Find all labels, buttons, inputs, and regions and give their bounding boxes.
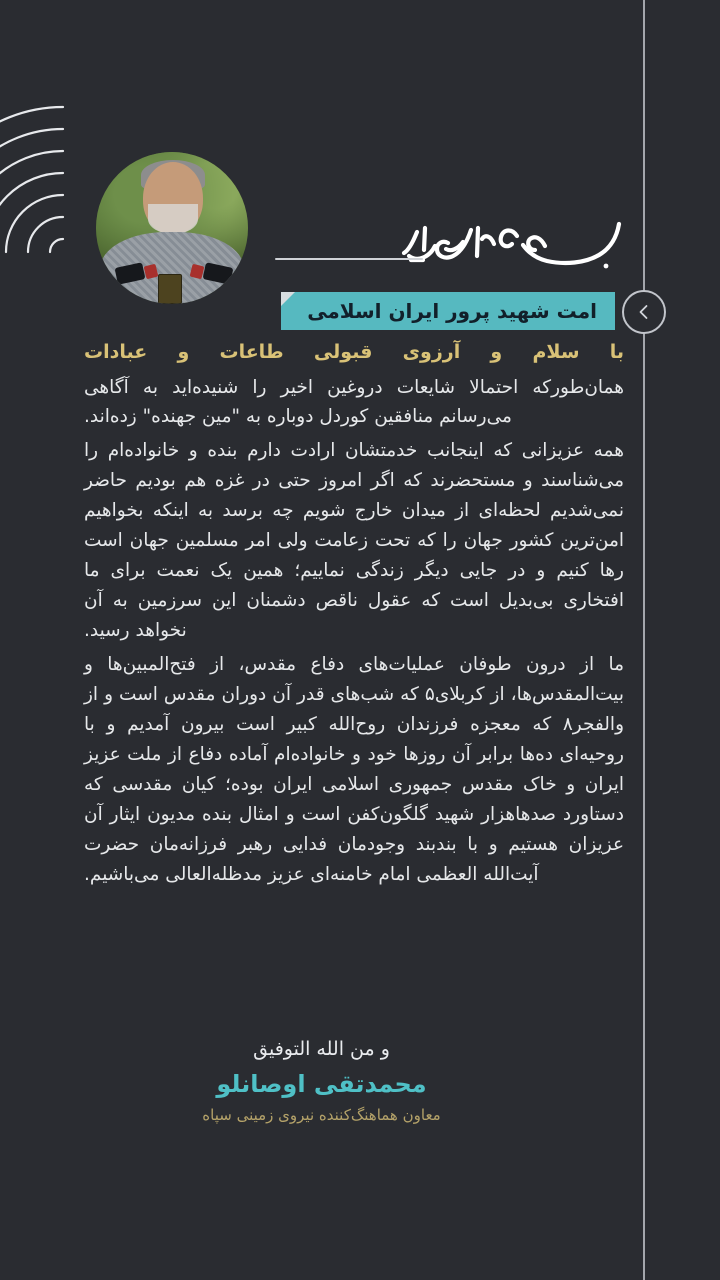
signature-block <box>0 1038 643 1124</box>
portrait-beard <box>148 204 198 234</box>
chevron-left-button[interactable] <box>622 290 666 334</box>
portrait-avatar <box>96 152 248 304</box>
signature-role: معاون هماهنگ‌کننده نیروی زمینی سپاه <box>202 1106 441 1124</box>
ribbon-fold-corner <box>281 292 295 306</box>
audience-ribbon <box>281 292 615 330</box>
signature-name: محمدتقی اوصانلو <box>216 1070 427 1098</box>
greeting-line: با سلام و آرزوی قبولی طاعات و عبادات <box>84 341 624 363</box>
paragraph-2: همه عزیزانی که اینجانب خدمتشان ارادت دارم بنده و خانواده‌ام را می‌شناسند و مستحضرند که اگر امروز حتی در غزه هم بودیم حاضر نمی‌شدیم لحظه‌ای از میدان خارج شویم چه برسد به اینکه بخواهیم امن‌ترین کشور جهان را که تحت زعامت ولی امر مسلمین جهان است رها کنیم و در جایی دیگر زندگی نماییم؛ همین یک نعمت برای ما افتخاری بی‌بدیل است که عقول ناقص دشمنان این سرزمین به آن نخواهد رسید. <box>84 440 624 642</box>
header-divider <box>275 258 423 260</box>
right-vertical-rail <box>643 0 645 1280</box>
ribbon-label: امت شهید پرور ایران اسلامی <box>307 299 597 323</box>
paragraph-3: ما از درون طوفان عملیات‌های دفاع مقدس، از فتح‌المبین‌ها و بیت‌المقدس‌ها، از کربلای۵ که شب‌های قدر آن دوران مقدس است و از والفجر۸ که معجزه فرزندان روح‌الله کبیر است بیرون آمدیم و با روحیه‌ای ده‌ها برابر آن روزها خود و خانواده‌ام آماده دفاع از ملت عزیز ایران و خاک مقدس جمهوری اسلامی ایران بوده؛ کیان مقدسی که دستاورد صدهاهزار شهید گلگون‌کفن است و امثال بنده مدیون ایثار آن عزیزان هستیم و با بندبند وجودمان فدایی رهبر فرزانه‌مان حضرت آیت‌الله العظمی امام خامنه‌ای عزیز مدظله‌العالی می‌باشیم. <box>84 654 624 885</box>
statement-body <box>84 338 624 894</box>
portrait-chest-badge <box>158 274 182 304</box>
paragraph-1: همان‌طور‌که احتمالا شایعات دروغین اخیر را شنیده‌اید به آگاهی می‌رسانم منافقین کوردل دوباره به "مین جهنده" زده‌اند. <box>84 376 624 428</box>
bismillah-calligraphy <box>395 216 625 278</box>
chevron-left-icon <box>635 303 653 321</box>
signature-tawfiq: و من الله التوفیق <box>253 1038 390 1060</box>
